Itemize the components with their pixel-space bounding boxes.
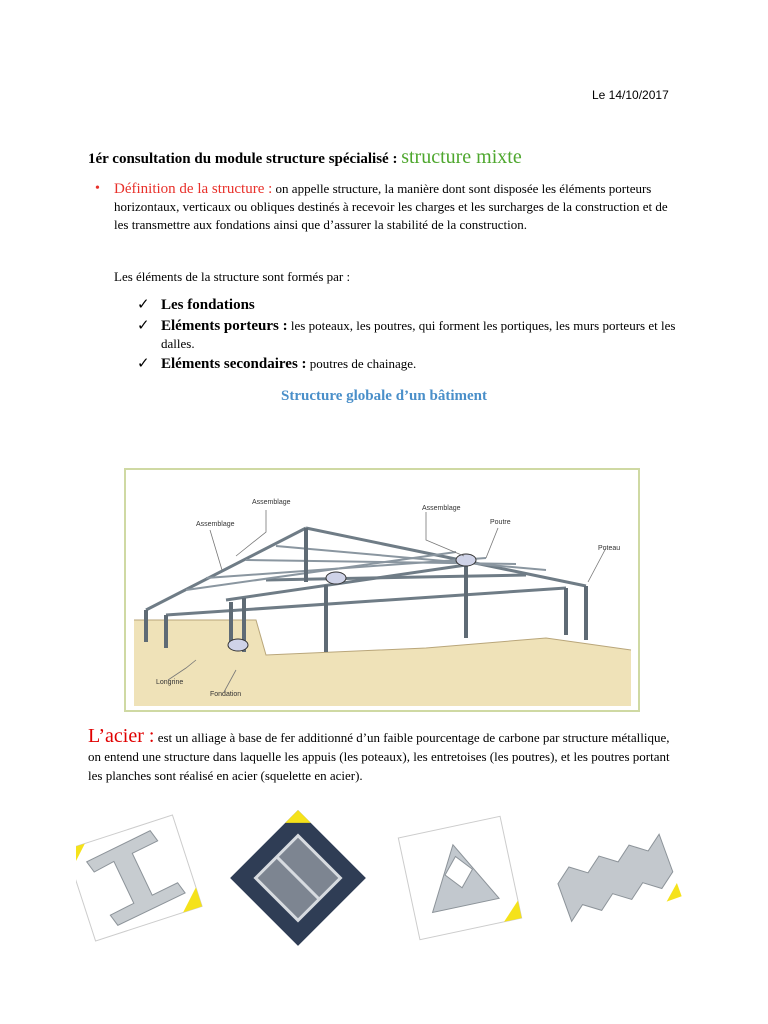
figure-label: Assemblage xyxy=(252,499,291,506)
structure-illustration xyxy=(126,470,638,710)
definition-text: on appelle structure, la manière dont sont disposée les éléments porteurs horizontaux, verticaux ou obliques destinés à recevoir les charges et les surcharges de la construction et de les transmettre aux fondations ainsi que d’assurer la stabilité de la construction. xyxy=(114,181,668,232)
steel-text: est un alliage à base de fer additionné d’un faible pourcentage de carbone par structure métallique, on entend une structure dans laquelle les appuis (les poteaux), les entretoises (les poutres), et les poutres portant les planches sont réalisé en acier (squelette en acier). xyxy=(88,730,670,783)
steel-paragraph xyxy=(88,727,678,785)
i-beam-profile xyxy=(76,815,202,941)
corrugated-sheet-profile xyxy=(548,817,682,934)
definition-paragraph xyxy=(95,180,684,234)
title-prefix: 1ér consultation du module structure spécialisé : xyxy=(88,151,398,167)
list-item xyxy=(137,355,677,373)
building-structure-figure xyxy=(124,468,640,712)
figure-label: Poteau xyxy=(598,545,621,552)
list-item xyxy=(137,296,677,314)
checkmark-icon: ✓ xyxy=(137,354,150,372)
steel-profiles-row xyxy=(76,808,696,948)
elements-checklist xyxy=(137,296,677,376)
figure-label: Poutre xyxy=(490,519,511,526)
document-date: Le 14/10/2017 xyxy=(592,88,669,102)
element-label: Eléments secondaires : xyxy=(161,356,307,372)
figure-label: Assemblage xyxy=(196,521,235,528)
elements-intro: Les éléments de la structure sont formés par : xyxy=(114,269,351,284)
title-highlight: structure mixte xyxy=(401,146,522,168)
element-label: Eléments porteurs : xyxy=(161,318,288,334)
bullet-icon: • xyxy=(95,181,100,196)
square-tube-profile xyxy=(398,816,521,939)
element-label: Les fondations xyxy=(161,297,255,313)
rectangular-tube-profile xyxy=(230,810,366,946)
figure-label: Longrine xyxy=(156,679,184,686)
element-text: poutres de chainage. xyxy=(309,356,417,371)
checkmark-icon: ✓ xyxy=(137,316,150,334)
document-title xyxy=(88,146,522,169)
list-item xyxy=(137,317,677,352)
figure-label: Assemblage xyxy=(422,505,461,512)
checkmark-icon: ✓ xyxy=(137,295,150,313)
figure-caption: Structure globale d’un bâtiment xyxy=(281,388,487,404)
steel-term: L’acier : xyxy=(88,725,155,747)
element-text: les poteaux, les poutres, qui forment les portiques, les murs porteurs et les dalles. xyxy=(161,318,676,351)
figure-label: Fondation xyxy=(210,691,242,698)
definition-term: Définition de la structure : xyxy=(114,181,273,197)
